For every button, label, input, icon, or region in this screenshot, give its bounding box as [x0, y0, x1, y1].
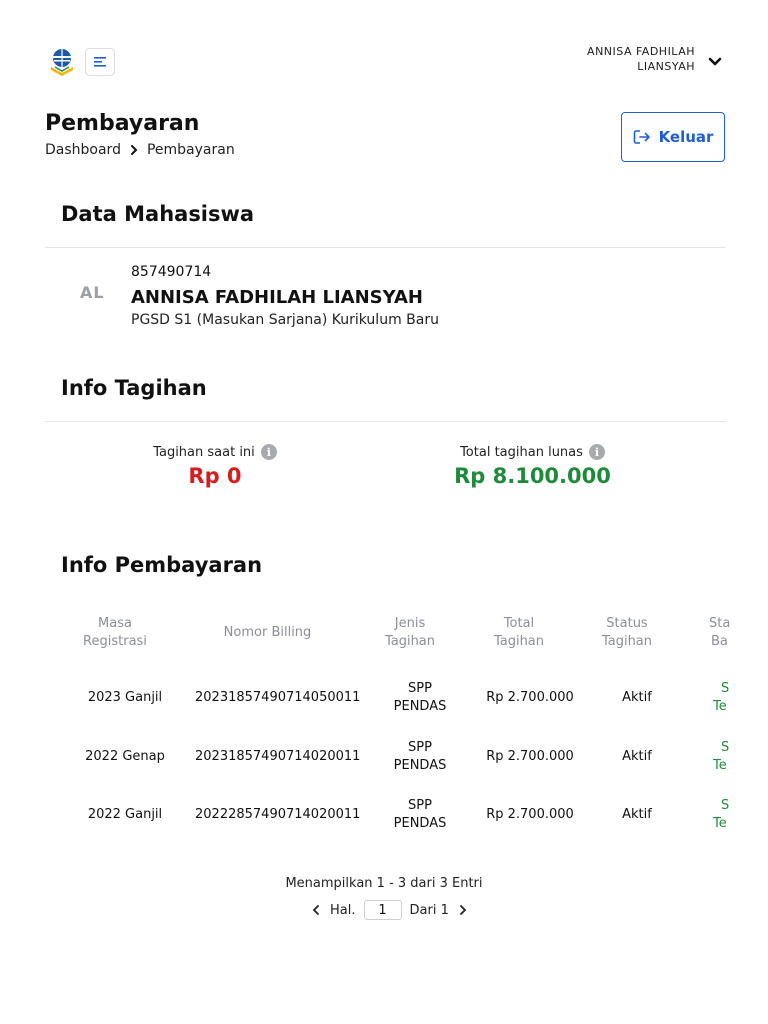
cell-masa: 2022 Ganjil: [87, 807, 163, 822]
chevron-down-icon[interactable]: [708, 53, 722, 65]
page-number-input[interactable]: [364, 900, 402, 920]
cell-jenis-line: PENDAS: [393, 699, 447, 714]
logout-button[interactable]: [621, 112, 725, 162]
column-header-line: Ba: [711, 634, 728, 649]
student-section-title: Data Mahasiswa: [61, 202, 255, 226]
logout-icon: [633, 129, 651, 145]
column-header-billing[interactable]: [195, 624, 340, 642]
cell-jenis-line: SPP: [408, 798, 432, 813]
current-bill-value: Rp 0: [188, 464, 242, 488]
cell-jenis-line: SPP: [408, 681, 432, 696]
column-header-line: Masa: [98, 616, 132, 631]
user-name-line2: LIANSYAH: [637, 60, 695, 73]
user-name-line1: ANNISA FADHILAH: [587, 45, 695, 58]
cell-status-bayar: [697, 797, 757, 833]
divider: [45, 421, 726, 422]
avatar: AL: [80, 283, 105, 302]
cell-status-bayar: [697, 680, 757, 716]
column-header-masa[interactable]: [65, 615, 165, 651]
cell-jenis-line: SPP: [408, 740, 432, 755]
cell-status: Aktif: [622, 807, 652, 822]
column-header-line: Tagihan: [493, 634, 545, 649]
student-program: PGSD S1 (Masukan Sarjana) Kurikulum Baru: [131, 312, 439, 328]
column-header-line: Total: [503, 616, 535, 631]
cell-billing: 20231857490714050011: [195, 690, 361, 705]
column-header-line: Registrasi: [83, 634, 147, 649]
breadcrumb-current: Pembayaran: [146, 142, 235, 158]
cell-status: Aktif: [622, 749, 652, 764]
breadcrumb-dashboard-link[interactable]: Dashboard: [45, 142, 121, 158]
page-title: Pembayaran: [45, 111, 200, 136]
column-header-line: Status: [606, 616, 648, 631]
student-nim: 857490714: [131, 264, 212, 280]
page-total-label: Dari 1: [409, 902, 449, 918]
column-header-line: Nomor Billing: [223, 625, 312, 640]
chevron-left-icon[interactable]: [310, 904, 322, 916]
info-icon[interactable]: i: [261, 444, 277, 460]
cell-jenis-line: PENDAS: [393, 758, 447, 773]
cell-masa: 2023 Ganjil: [87, 690, 163, 705]
billing-section-title: Info Tagihan: [61, 376, 207, 400]
university-logo-icon[interactable]: [48, 47, 76, 77]
info-icon[interactable]: i: [589, 444, 605, 460]
sidebar-toggle-button[interactable]: [85, 48, 115, 76]
cell-total: Rp 2.700.000: [486, 807, 574, 822]
payment-section-title: Info Pembayaran: [61, 553, 263, 577]
cell-status-bayar-line: S: [721, 798, 730, 813]
cell-jenis: [375, 739, 465, 775]
payment-table: [45, 605, 731, 855]
cell-total: Rp 2.700.000: [486, 749, 574, 764]
column-header-jenis[interactable]: [365, 615, 455, 651]
student-name: ANNISA FADHILAH LIANSYAH: [131, 287, 423, 308]
cell-status-bayar-line: Te: [713, 699, 727, 714]
column-header-line: Jenis: [394, 616, 426, 631]
current-bill-block: [130, 444, 300, 488]
cell-status-bayar-line: Te: [713, 758, 727, 773]
cell-masa: 2022 Genap: [85, 749, 165, 764]
cell-status-bayar-line: S: [721, 740, 730, 755]
chevron-right-icon[interactable]: [457, 904, 469, 916]
column-header-line: Tagihan: [601, 634, 653, 649]
cell-jenis-line: PENDAS: [393, 816, 447, 831]
top-bar: [0, 0, 768, 100]
pagination-summary: Menampilkan 1 - 3 dari 3 Entri: [285, 876, 483, 891]
pagination: [310, 900, 469, 920]
paid-bill-block: [440, 444, 625, 488]
cell-status-bayar-line: Te: [713, 816, 727, 831]
column-header-line: Tagihan: [384, 634, 436, 649]
cell-billing: 20231857490714020011: [195, 749, 361, 764]
column-header-status-bayar[interactable]: [697, 615, 757, 651]
column-header-total[interactable]: [475, 615, 563, 651]
cell-status: Aktif: [622, 690, 652, 705]
paid-bill-value: Rp 8.100.000: [454, 464, 611, 488]
cell-total: Rp 2.700.000: [486, 690, 574, 705]
column-header-line: Sta: [709, 616, 731, 631]
breadcrumb: [45, 142, 235, 158]
logout-label: Keluar: [658, 128, 714, 146]
cell-billing: 20222857490714020011: [195, 807, 361, 822]
page-label: Hal.: [330, 902, 356, 918]
cell-status-bayar-line: S: [721, 681, 730, 696]
cell-jenis: [375, 797, 465, 833]
column-header-status[interactable]: [587, 615, 667, 651]
cell-jenis: [375, 680, 465, 716]
user-menu-name[interactable]: [525, 44, 695, 74]
divider: [45, 247, 726, 248]
paid-bill-label: Total tagihan lunas: [460, 444, 583, 460]
sidebar-toggle-icon: [93, 56, 107, 68]
chevron-right-icon: [129, 144, 139, 156]
cell-status-bayar: [697, 739, 757, 775]
current-bill-label: Tagihan saat ini: [153, 444, 255, 460]
